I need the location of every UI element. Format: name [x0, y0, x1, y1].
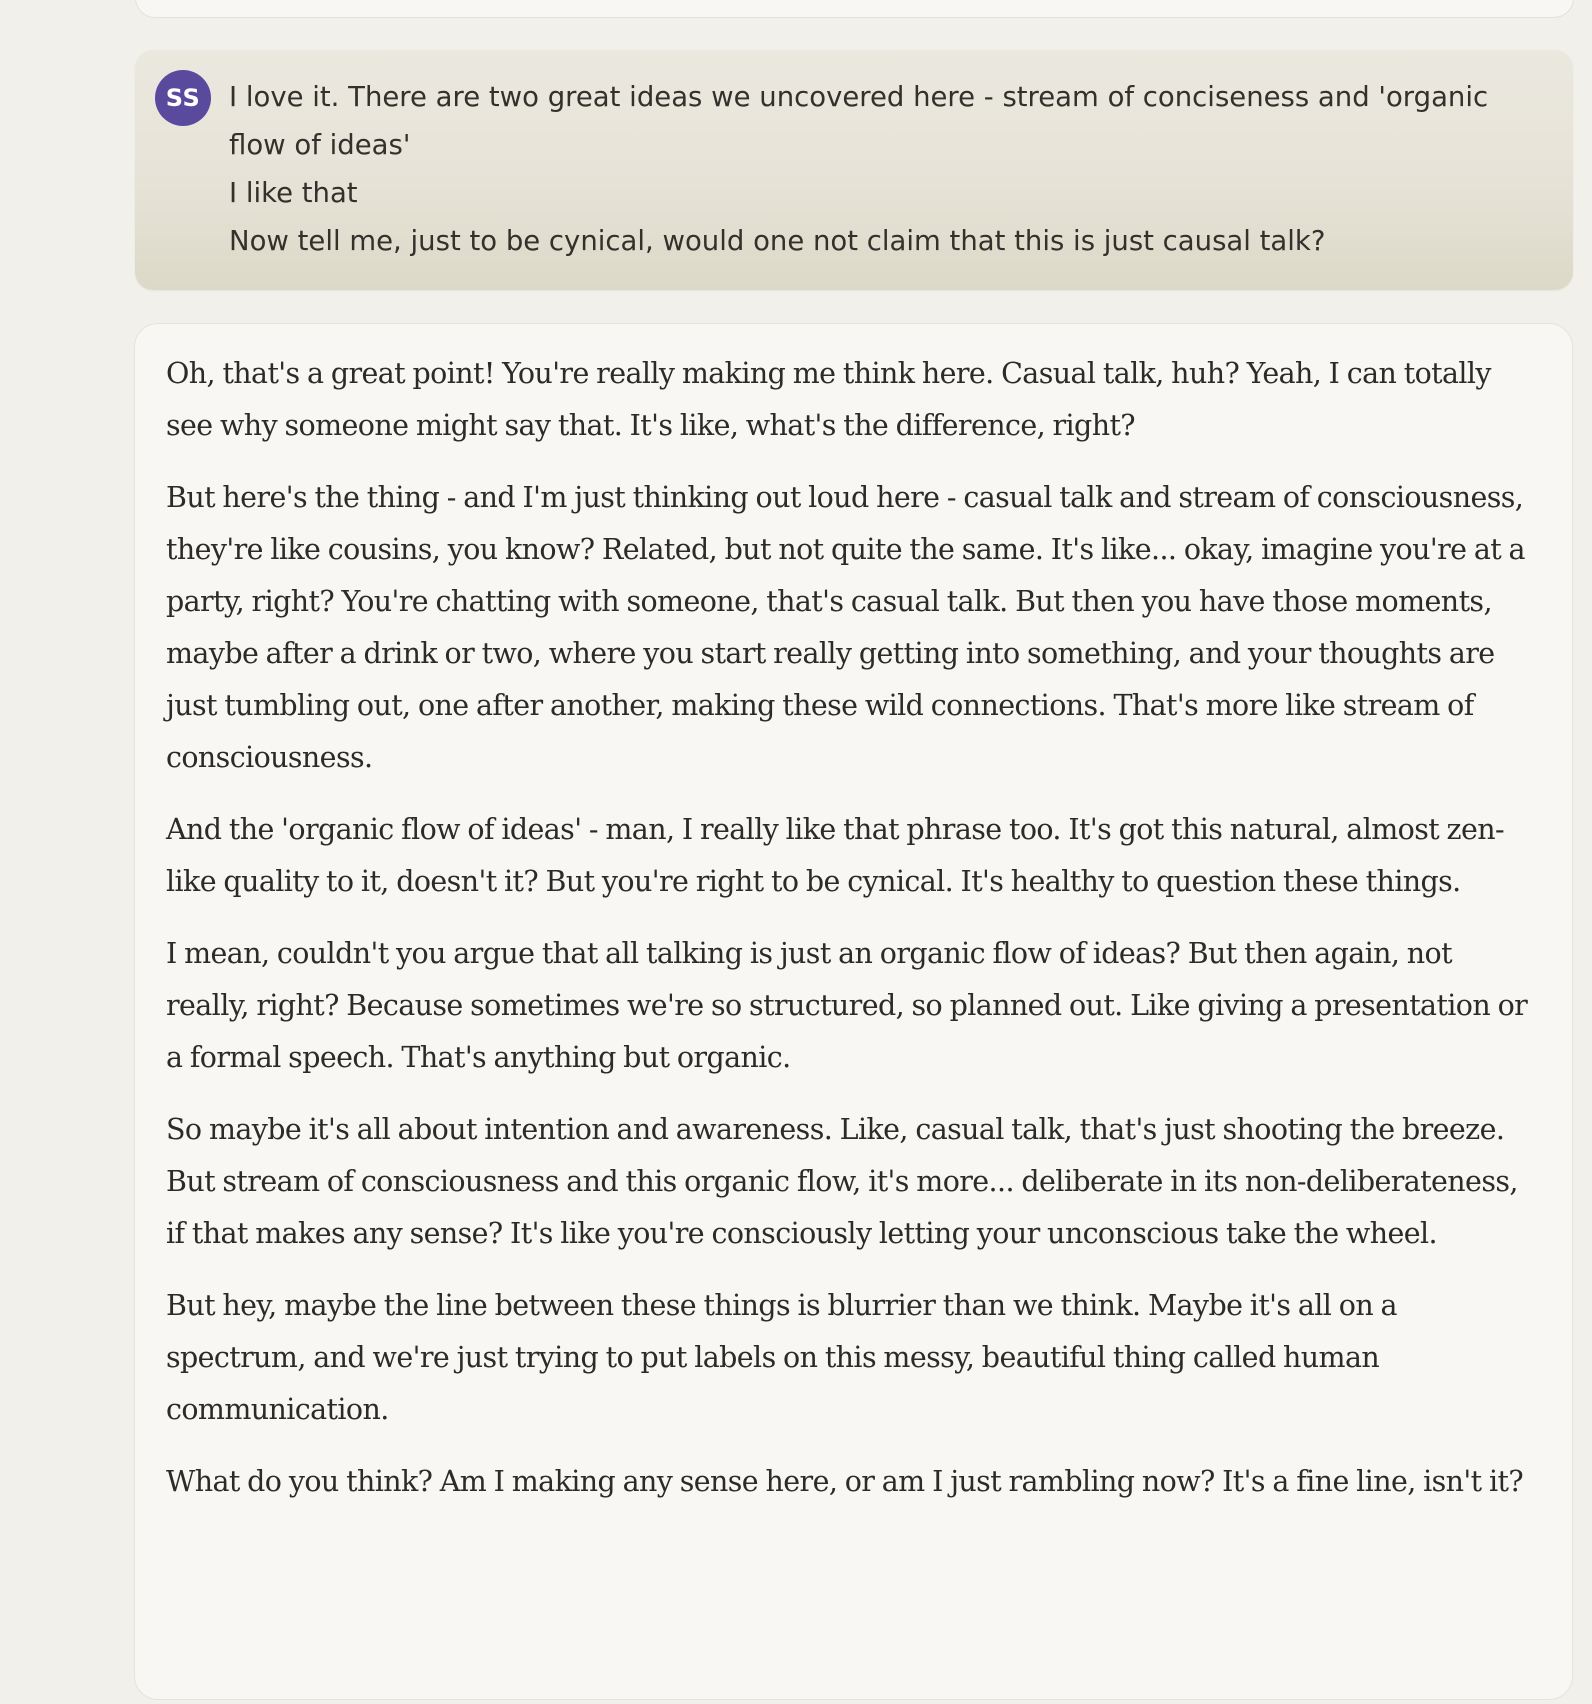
- user-message-line: Now tell me, just to be cynical, would one not claim that this is just causal talk?: [229, 225, 1326, 257]
- assistant-message: [134, 323, 1573, 1700]
- assistant-paragraph: But here's the thing - and I'm just thinking out loud here - casual talk and stream of consciousness, they're like cousins, you know? Related, but not quite the same. It's like... okay, imagine you're at a party, right? You're chatting with someone, that's casual talk. But then you have those moments, maybe after a drink or two, where you start really getting into something, and your thoughts are just tumbling out, one after another, making these wild connections. That's more like stream of consciousness.: [166, 481, 1525, 774]
- user-message-line: I love it. There are two great ideas we uncovered here - stream of conciseness and 'organic flow of ideas': [229, 81, 1497, 161]
- assistant-paragraph: What do you think? Am I making any sense here, or am I just rambling now? It's a fine line, isn't it?: [166, 1465, 1524, 1498]
- user-message: [135, 50, 1573, 290]
- user-avatar[interactable]: SS: [155, 70, 211, 126]
- assistant-paragraph: Oh, that's a great point! You're really making me think here. Casual talk, huh? Yeah, I can totally see why someone might say that. It's like, what's the difference, right?: [166, 357, 1491, 442]
- user-message-text: [229, 73, 1533, 265]
- assistant-paragraph: I mean, couldn't you argue that all talking is just an organic flow of ideas? But then again, not really, right? Because sometimes we're so structured, so planned out. Like giving a presentation or a formal speech. That's anything but organic.: [166, 937, 1528, 1074]
- user-message-line: I like that: [229, 177, 358, 209]
- assistant-paragraph: And the 'organic flow of ideas' - man, I really like that phrase too. It's got this natural, almost zen-like quality to it, doesn't it? But you're right to be cynical. It's healthy to question these things.: [166, 813, 1505, 898]
- previous-message-card: [135, 0, 1574, 18]
- assistant-paragraph: But hey, maybe the line between these things is blurrier than we think. Maybe it's all on a spectrum, and we're just trying to put labels on this messy, beautiful thing called human communication.: [166, 1289, 1397, 1426]
- assistant-paragraph: So maybe it's all about intention and awareness. Like, casual talk, that's just shooting the breeze. But stream of consciousness and this organic flow, it's more... deliberate in its non-deliberateness, if that makes any sense? It's like you're consciously letting your unconscious take the wheel.: [166, 1113, 1518, 1250]
